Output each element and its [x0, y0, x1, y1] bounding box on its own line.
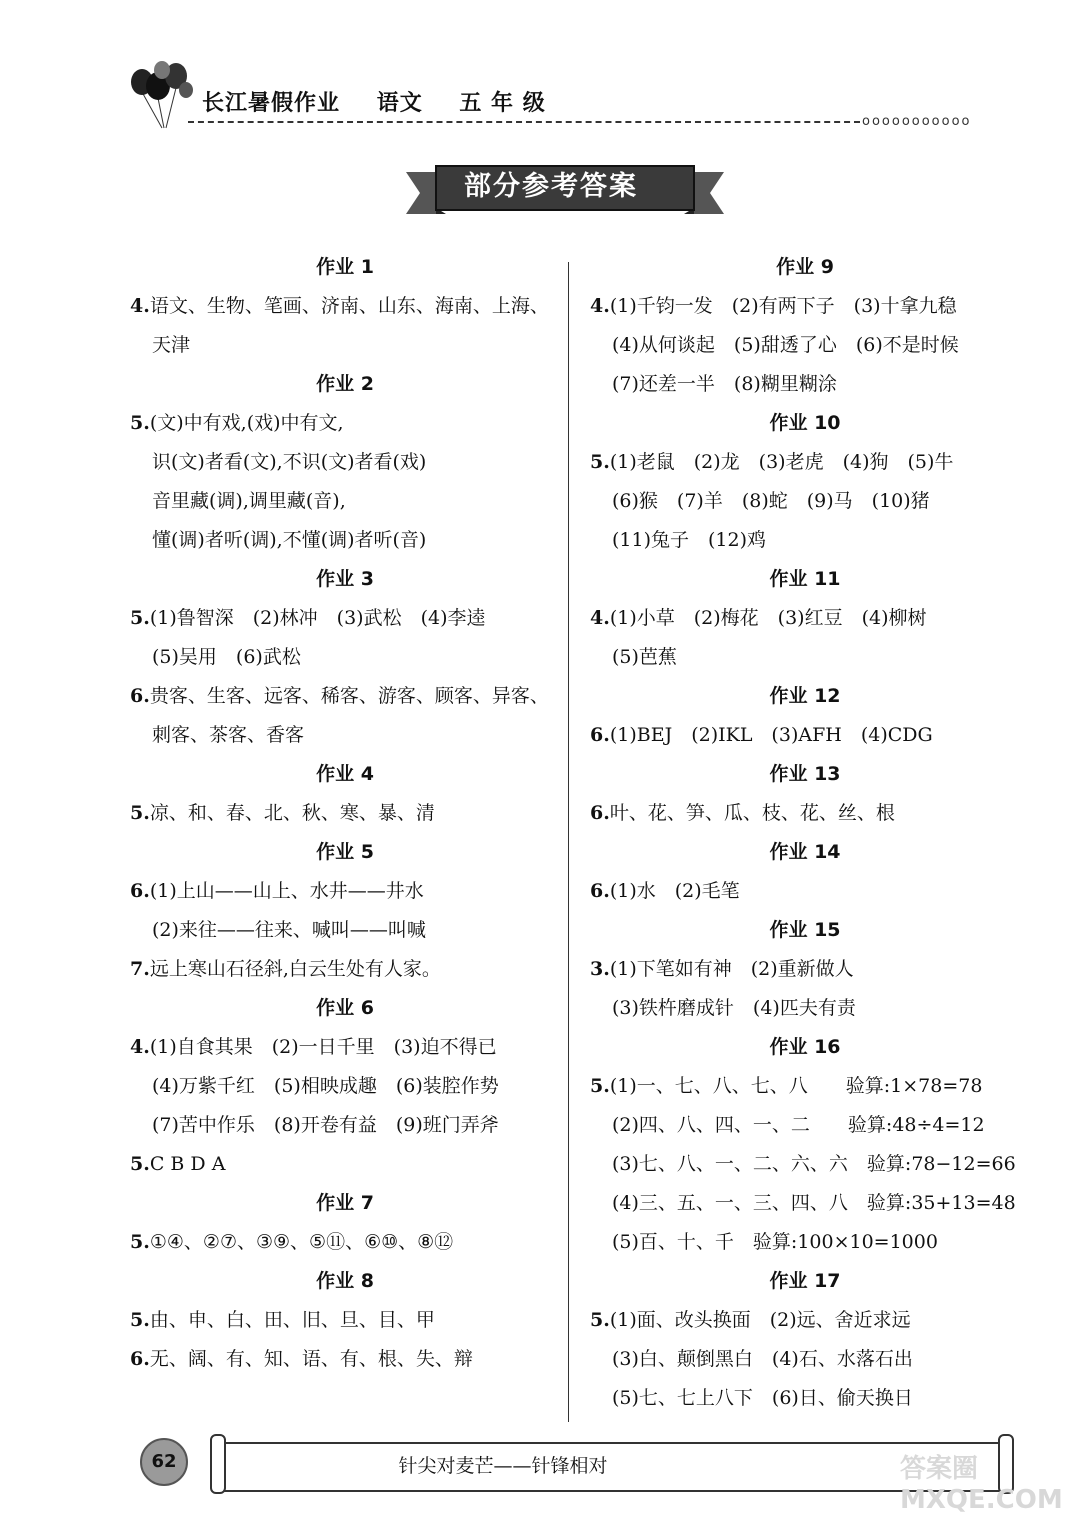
- answer-line: [590, 872, 1020, 911]
- header-dots: ooooooooooo: [862, 114, 972, 129]
- answer-line: [130, 1340, 560, 1379]
- section-title: 作业 5: [316, 841, 374, 863]
- answer-text: (1)水 (2)毛笔: [609, 880, 740, 902]
- question-number: 5.: [590, 451, 610, 473]
- answer-text: (3)铁杵磨成针 (4)匹夫有责: [612, 997, 856, 1019]
- section-title: 作业 11: [769, 568, 841, 590]
- question-number: 6.: [130, 685, 150, 707]
- balloons-icon: [128, 58, 196, 132]
- section-title: 作业 17: [769, 1270, 841, 1292]
- answer-line: [590, 716, 1020, 755]
- answer-line-continued: [590, 326, 1020, 365]
- answer-line-continued: [130, 443, 560, 482]
- question-number: 5.: [590, 1309, 610, 1331]
- answer-line: [590, 1067, 1020, 1106]
- question-number: 5.: [130, 802, 150, 824]
- column-divider: [568, 262, 569, 1422]
- answer-text: (1)自食其果 (2)一日千里 (3)迫不得已: [149, 1036, 497, 1058]
- answer-line: [130, 599, 560, 638]
- question-number: 6.: [130, 880, 150, 902]
- answer-line: [130, 287, 560, 326]
- answer-line: [130, 872, 560, 911]
- answer-line-continued: [130, 326, 560, 365]
- answer-line-continued: [130, 638, 560, 677]
- section-title: 作业 3: [316, 568, 374, 590]
- footer-motto: 针尖对麦芒——针锋相对: [398, 1455, 608, 1477]
- question-number: 6.: [590, 724, 610, 746]
- answer-line-continued: [590, 989, 1020, 1028]
- question-number: 6.: [590, 880, 610, 902]
- answer-text: (1)老鼠 (2)龙 (3)老虎 (4)狗 (5)牛: [609, 451, 954, 473]
- page-footer: [0, 1430, 1079, 1536]
- question-number: 4.: [130, 295, 150, 317]
- section-title: 作业 4: [316, 763, 374, 785]
- answer-text: (11)兔子 (12)鸡: [612, 529, 767, 551]
- answer-line-continued: [130, 1067, 560, 1106]
- answer-line: [590, 794, 1020, 833]
- answer-line-continued: [590, 1106, 1020, 1145]
- question-number: 5.: [130, 1231, 150, 1253]
- answer-line: [130, 1301, 560, 1340]
- section-title: 作业 9: [776, 256, 834, 278]
- answer-text: 语文、生物、笔画、济南、山东、海南、上海、: [149, 295, 549, 317]
- question-number: 6.: [130, 1348, 150, 1370]
- answer-line: [590, 1301, 1020, 1340]
- section-title: 作业 16: [769, 1036, 841, 1058]
- left-column: [130, 248, 560, 1379]
- answer-text: (1)BEJ (2)IKL (3)AFH (4)CDG: [609, 724, 933, 746]
- question-number: 5.: [590, 1075, 610, 1097]
- question-number: 4.: [130, 1036, 150, 1058]
- answer-text: 凉、和、春、北、秋、寒、暴、清: [149, 802, 435, 824]
- header-divider: [188, 121, 860, 123]
- section-title: 作业 1: [316, 256, 374, 278]
- answer-text: 识(文)者看(文),不识(文)者看(戏): [152, 451, 427, 473]
- answer-line-continued: [590, 638, 1020, 677]
- answer-line-continued: [590, 1223, 1020, 1262]
- section-title: 作业 7: [316, 1192, 374, 1214]
- answer-line-continued: [130, 1106, 560, 1145]
- section-title: 作业 10: [769, 412, 841, 434]
- answer-text: 天津: [152, 334, 191, 356]
- answer-line-continued: [590, 1145, 1020, 1184]
- answer-line-continued: [590, 521, 1020, 560]
- answer-text: (1)鲁智深 (2)林冲 (3)武松 (4)李逵: [149, 607, 486, 629]
- answer-text: (5)七、七上八下 (6)日、偷天换日: [612, 1387, 913, 1409]
- answer-text: (5)吴用 (6)武松: [152, 646, 301, 668]
- answer-text: (3)七、八、一、二、六、六 验算:78−12=66: [612, 1153, 1016, 1175]
- answer-line-continued: [590, 1379, 1020, 1418]
- answer-text: (1)一、七、八、七、八 验算:1×78=78: [609, 1075, 983, 1097]
- page-number: 62: [140, 1438, 188, 1486]
- answer-text: (5)百、十、千 验算:100×10=1000: [612, 1231, 938, 1253]
- grade: 五 年 级: [459, 91, 546, 116]
- answer-text: (7)还差一半 (8)糊里糊涂: [612, 373, 837, 395]
- header-title: [202, 86, 574, 117]
- page-header: [0, 0, 1079, 140]
- answer-line: [590, 950, 1020, 989]
- question-number: 5.: [130, 1309, 150, 1331]
- answer-text: (4)三、五、一、三、四、八 验算:35+13=48: [612, 1192, 1016, 1214]
- answer-text: (2)四、八、四、一、二 验算:48÷4=12: [612, 1114, 985, 1136]
- answer-text: (6)猴 (7)羊 (8)蛇 (9)马 (10)猪: [612, 490, 930, 512]
- answer-text: ①④、②⑦、③⑨、⑤⑪、⑥⑩、⑧⑫: [149, 1231, 454, 1253]
- subject: 语文: [376, 91, 423, 116]
- answer-text: 由、申、白、田、旧、旦、目、甲: [149, 1309, 435, 1331]
- right-column: [590, 248, 1020, 1418]
- answer-text: (1)上山——山上、水井——井水: [149, 880, 424, 902]
- answer-text: 刺客、茶客、香客: [152, 724, 305, 746]
- question-number: 5.: [130, 607, 150, 629]
- answer-text: 叶、花、笋、瓜、枝、花、丝、根: [609, 802, 895, 824]
- answer-text: 无、阔、有、知、语、有、根、失、辩: [149, 1348, 473, 1370]
- question-number: 3.: [590, 958, 610, 980]
- watermark: 答案圈 MXQE.COM: [900, 1454, 1063, 1515]
- answer-text: C B D A: [149, 1153, 226, 1175]
- question-number: 5.: [130, 1153, 150, 1175]
- answer-line: [130, 677, 560, 716]
- section-title: 作业 14: [769, 841, 841, 863]
- answer-text: (2)来往——往来、喊叫——叫喊: [152, 919, 426, 941]
- answer-line-continued: [130, 716, 560, 755]
- answer-line: [130, 1223, 560, 1262]
- banner-title: 部分参考答案: [464, 171, 638, 202]
- question-number: 5.: [130, 412, 150, 434]
- section-title: 作业 8: [316, 1270, 374, 1292]
- answer-text: (5)芭蕉: [612, 646, 677, 668]
- answer-text: 音里藏(调),调里藏(音),: [152, 490, 346, 512]
- answer-line: [130, 950, 560, 989]
- answer-line-continued: [590, 1340, 1020, 1379]
- answer-text: (7)苦中作乐 (8)开卷有益 (9)班门弄斧: [152, 1114, 499, 1136]
- answer-line: [590, 443, 1020, 482]
- answer-text: (4)从何谈起 (5)甜透了心 (6)不是时候: [612, 334, 959, 356]
- answer-text: (文)中有戏,(戏)中有文,: [149, 412, 344, 434]
- answer-line: [130, 794, 560, 833]
- answer-text: 懂(调)者听(调),不懂(调)者听(音): [152, 529, 427, 551]
- answer-line-continued: [130, 521, 560, 560]
- answer-line: [590, 599, 1020, 638]
- answer-line: [130, 1145, 560, 1184]
- question-number: 4.: [590, 295, 610, 317]
- answer-text: (3)白、颠倒黑白 (4)石、水落石出: [612, 1348, 913, 1370]
- answer-line-continued: [590, 365, 1020, 404]
- answer-text: (1)千钧一发 (2)有两下子 (3)十拿九稳: [609, 295, 957, 317]
- section-title: 作业 6: [316, 997, 374, 1019]
- answer-text: (4)万紫千红 (5)相映成趣 (6)装腔作势: [152, 1075, 499, 1097]
- answer-text: (1)小草 (2)梅花 (3)红豆 (4)柳树: [609, 607, 927, 629]
- answer-line: [130, 404, 560, 443]
- section-title: 作业 2: [316, 373, 374, 395]
- question-number: 7.: [130, 958, 150, 980]
- book-name: 长江暑假作业: [202, 91, 341, 116]
- answer-line: [130, 1028, 560, 1067]
- section-title: 作业 12: [769, 685, 841, 707]
- section-title: 作业 15: [769, 919, 841, 941]
- answer-line: [590, 287, 1020, 326]
- answer-text: 贵客、生客、远客、稀客、游客、顾客、异客、: [149, 685, 549, 707]
- answer-line-continued: [590, 482, 1020, 521]
- answer-text: (1)下笔如有神 (2)重新做人: [609, 958, 854, 980]
- answer-line-continued: [130, 911, 560, 950]
- question-number: 4.: [590, 607, 610, 629]
- section-title: 作业 13: [769, 763, 841, 785]
- answer-text: (1)面、改头换面 (2)远、舍近求远: [609, 1309, 911, 1331]
- question-number: 6.: [590, 802, 610, 824]
- answer-line-continued: [590, 1184, 1020, 1223]
- answer-text: 远上寒山石径斜,白云生处有人家。: [149, 958, 441, 980]
- answer-line-continued: [130, 482, 560, 521]
